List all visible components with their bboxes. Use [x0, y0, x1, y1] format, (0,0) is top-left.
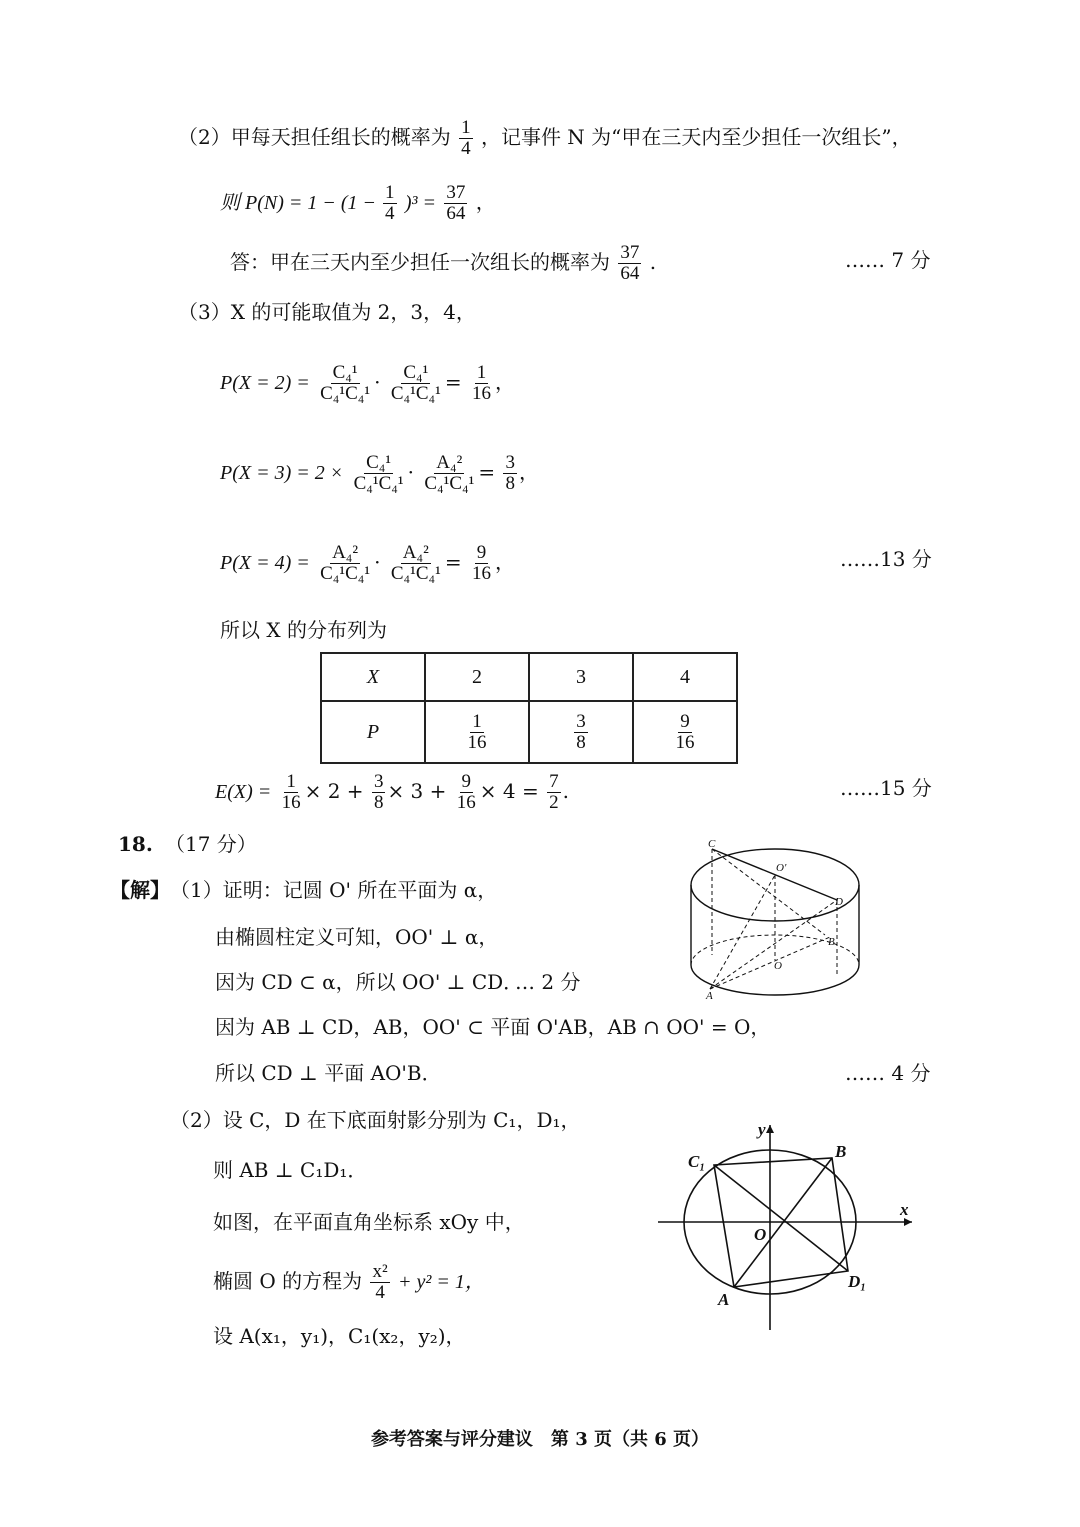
part3-intro: （3）X 的可能取值为 2，3，4， — [178, 300, 476, 324]
fig2-label-o: O — [754, 1225, 767, 1244]
fig1-label-d: D — [835, 896, 843, 908]
table-cell: $\frac{3}{8}$ — [529, 701, 633, 763]
score-2: … 2 分 — [515, 970, 581, 994]
fig2-label-a: A — [718, 1290, 730, 1309]
part2-line1: （2）甲每天担任组长的概率为 $\frac{1}{4}$ ，记事件 N 为“甲在三天内至少担任一次组长”， — [178, 117, 912, 159]
table-header-cell: X — [321, 653, 425, 701]
q18-line1: （1）证明：记圆 O' 所在平面为 α， — [170, 878, 498, 902]
ellipse-figure — [650, 1115, 925, 1340]
cylinder-figure — [680, 835, 870, 1005]
score-7: …… 7 分 — [845, 248, 931, 272]
table-header-cell: 2 — [425, 653, 529, 701]
distribution-table — [320, 652, 738, 764]
q18-part2-line2: 则 AB ⊥ C₁D₁． — [213, 1158, 368, 1182]
q18-part2-line5: 设 A(x₁，y₁)，C₁(x₂，y₂)， — [213, 1324, 466, 1348]
q18-line3: 因为 CD ⊂ α，所以 OO' ⊥ CD． — [215, 970, 524, 994]
page-footer: 参考答案与评分建议 第 3 页（共 6 页） — [370, 1429, 710, 1450]
table-cell: $\frac{1}{16}$ — [425, 701, 529, 763]
fig2-label-x: x — [900, 1200, 909, 1219]
q18-part2-line1: （2）设 C，D 在下底面射影分别为 C₁，D₁， — [170, 1108, 581, 1132]
table-header-cell: 3 — [529, 653, 633, 701]
q18-number: 18. — [118, 832, 153, 856]
q18-line4: 因为 AB ⊥ CD，AB，OO' ⊂ 平面 O'AB，AB ∩ OO' = O， — [215, 1015, 771, 1039]
table-cell: $\frac{9}{16}$ — [633, 701, 737, 763]
part2-answer: 答：甲在三天内至少担任一次组长的概率为 $\frac{37}{64}$ . — [230, 242, 657, 284]
q18-part2-line3: 如图，在平面直角坐标系 xOy 中， — [213, 1210, 525, 1234]
dist-intro: 所以 X 的分布列为 — [220, 618, 387, 642]
fig1-label-c: C — [708, 838, 716, 850]
expectation: E(X) = $\frac{1}{16}$ × 2 + $\frac{3}{8}$ × 3 + $\frac{9}{16}$ × 4 = $\frac{7}{2}$ . — [215, 771, 569, 813]
fig1-label-a: A — [706, 990, 713, 1002]
p-x2: P(X = 2) = $\frac{\text{C₄¹}}{\text{C₄¹C₄¹}}$ · $\frac{\text{C₄¹}}{\text{C₄¹C₄¹}}$ = $\frac{1}{16}$ ， — [220, 362, 515, 404]
fig2-label-y: y — [758, 1120, 766, 1139]
fig1-label-b: B — [828, 936, 835, 948]
q18-part2-line4: 椭圆 O 的方程为 $\frac{\text{x²}}{4}$ + y² = 1， — [213, 1261, 485, 1303]
fig2-label-c1: C₁ — [688, 1152, 706, 1171]
solution-tag: 【解】 — [110, 878, 170, 902]
part2-equation: 则 P(N) = 1 − (1 − $\frac{1}{4}$ )³ = $\frac{37}{64}$ ， — [220, 182, 496, 224]
fig1-label-o: O — [774, 960, 782, 972]
q18-line5: 所以 CD ⊥ 平面 AO'B． — [215, 1061, 442, 1085]
table-header-cell: 4 — [633, 653, 737, 701]
score-13: ……13 分 — [840, 547, 932, 571]
fig1-label-o1: O' — [776, 862, 787, 874]
score-4: …… 4 分 — [845, 1061, 931, 1085]
p-x3: P(X = 3) = 2 × $\frac{\text{C₄¹}}{\text{C₄¹C₄¹}}$ · $\frac{\text{A₄²}}{\text{C₄¹C₄¹}}$ = $\frac{3}{8}$ ， — [220, 452, 539, 494]
q18-points: （17 分） — [165, 832, 257, 856]
q18-line2: 由椭圆柱定义可知，OO' ⊥ α， — [215, 925, 499, 949]
table-row-label: P — [321, 701, 425, 763]
score-15: ……15 分 — [840, 776, 932, 800]
p-x4: P(X = 4) = $\frac{\text{A₄²}}{\text{C₄¹C₄¹}}$ · $\frac{\text{A₄²}}{\text{C₄¹C₄¹}}$ = $\frac{9}{16}$ ， — [220, 542, 515, 584]
fig2-label-d1: D₁ — [848, 1272, 867, 1291]
fig2-label-b: B — [835, 1142, 847, 1161]
